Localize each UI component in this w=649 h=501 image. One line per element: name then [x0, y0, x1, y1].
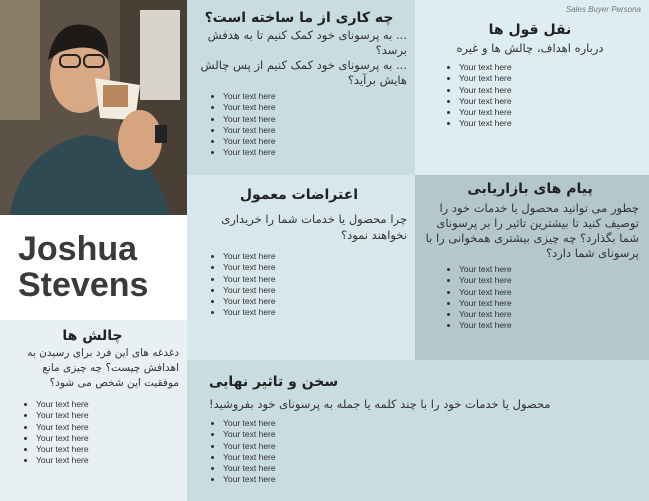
list-item: • Your text here: [36, 444, 179, 455]
list-item: • Your text here: [223, 147, 407, 158]
list-item: • Your text here: [36, 422, 179, 433]
list-item: • Your text here: [223, 474, 649, 485]
quotes-section: [415, 0, 649, 175]
list-item: • Your text here: [223, 307, 407, 318]
list-item: • Your text here: [459, 118, 637, 129]
final-pitch-section: [187, 360, 649, 501]
list-item: • Your text here: [223, 452, 649, 463]
caption: Sales Buyer Persona: [565, 5, 641, 14]
list-item: • Your text here: [459, 62, 637, 73]
list-item: • Your text here: [223, 136, 407, 147]
list-item: • Your text here: [36, 455, 179, 466]
list-item: • Your text here: [223, 429, 649, 440]
list-item: • Your text here: [223, 296, 407, 307]
section-description: چرا محصول یا خدمات شما را خریداری نخواهند نمود؟: [221, 212, 407, 242]
first-name: Joshua: [18, 230, 138, 268]
section-title: سخن و تاثیر نهایی: [209, 374, 339, 390]
list-item: • Your text here: [459, 264, 639, 275]
list-item: • Your text here: [223, 91, 407, 102]
objections-section: [187, 175, 415, 360]
last-name: Stevens: [18, 266, 149, 304]
challenges-section: [0, 320, 187, 501]
section-title: نقل قول ها: [488, 22, 572, 38]
list-item: • Your text here: [223, 102, 407, 113]
list-item: • Your text here: [223, 114, 407, 125]
list-item: • Your text here: [36, 399, 179, 410]
list-item: • Your text here: [223, 251, 407, 262]
list-item: • Your text here: [223, 285, 407, 296]
list-item: • Your text here: [459, 107, 637, 118]
list-item: • Your text here: [459, 73, 637, 84]
list-item: • Your text here: [459, 287, 639, 298]
list-item: • Your text here: [459, 309, 639, 320]
what-we-do-section: [187, 0, 415, 175]
section-description: درباره اهداف، چالش ها و غیره: [456, 41, 604, 55]
section-title: چه کاری از ما ساخته است؟: [204, 10, 394, 26]
section-description: چطور می توانید محصول یا خدمات خود را توصیف کنید تا بیشترین تاثیر را بر پرسونای شما بگذارد؟ چه چیزی بیشتری همخوانی را با پرسونای شما دارد؟: [425, 201, 639, 260]
persona-photo: [0, 0, 187, 215]
section-description: محصول یا خدمات خود را با چند کلمه یا جمله به پرسونای خود بفروشید!: [209, 397, 551, 411]
list-item: • Your text here: [36, 410, 179, 421]
list-item: • Your text here: [459, 320, 639, 331]
list-item: • Your text here: [459, 85, 637, 96]
list-item: • Your text here: [223, 463, 649, 474]
list-item: • Your text here: [223, 274, 407, 285]
list-item: • Your text here: [223, 125, 407, 136]
list-item: • Your text here: [459, 96, 637, 107]
list-item: • Your text here: [223, 441, 649, 452]
section-title: اعتراضات معمول: [239, 187, 359, 203]
section-description: دغدغه های این فرد برای رسیدن به اهدافش چیست؟ چه چیزی مانع موفقیت این شخص می شود؟: [27, 347, 179, 389]
section-title: چالش ها: [62, 328, 123, 344]
section-title: پیام های بازاریابی: [467, 181, 593, 197]
list-item: • Your text here: [36, 433, 179, 444]
list-item: • Your text here: [459, 275, 639, 286]
section-line: ... به پرسونای خود کمک کنیم از پس چالش هایش برآید؟: [200, 58, 407, 87]
list-item: • Your text here: [223, 262, 407, 273]
list-item: • Your text here: [459, 298, 639, 309]
list-item: • Your text here: [223, 418, 649, 429]
persona-name: [0, 215, 187, 320]
section-line: ... به پرسونای خود کمک کنیم تا به هدفش برسد؟: [207, 28, 407, 57]
marketing-messages-section: [415, 175, 649, 360]
